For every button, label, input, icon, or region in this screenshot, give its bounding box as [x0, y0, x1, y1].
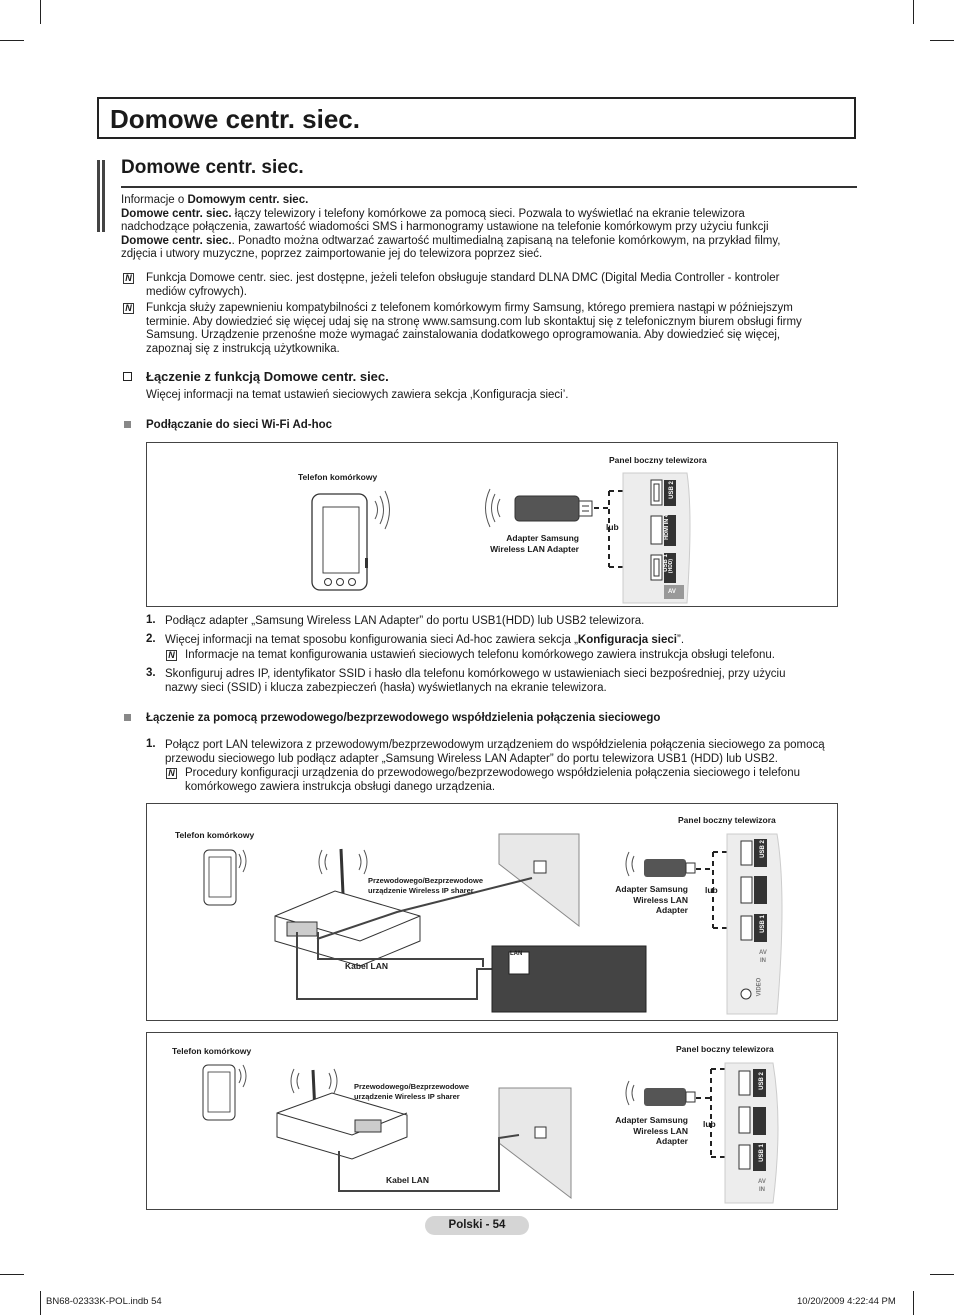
crop-mark — [913, 0, 914, 24]
usb2-port-label: USB 2 — [759, 840, 766, 858]
phone-icon — [204, 850, 236, 905]
adhoc-step-2-note: Informacje na temat konfigurowania ustawień sieciowych telefonu komórkowego zawiera instrukcja obsługi telefonu. — [185, 649, 776, 661]
note-icon: N — [166, 768, 177, 779]
square-bullet-icon — [124, 421, 131, 428]
page-header — [97, 97, 856, 139]
note-icon: N — [166, 650, 177, 661]
sharer-step-1: Połącz port LAN telewizora z przewodowym/bezprzewodowym urządzeniem do współdzielenia połączenia sieciowego za pomocą przewodu sieciowego lub podłącz adapter „Samsung Wireless LAN Adapter” do portu telewizora USB1 (HDD) lub USB2. — [165, 739, 825, 765]
crop-mark — [930, 40, 954, 41]
in-port-label: IN — [759, 1187, 765, 1193]
adhoc-step-3: Skonfiguruj adres IP, identyfikator SSID i hasło dla telefonu komórkowego w ustawieniach sieci bezpośredniej, przy użyciu nazwy sieci (SSID) i klucza zabezpieczeń (hasła) wyświetlanych na ekranie telewizora. — [165, 668, 786, 694]
diagram-adhoc — [146, 442, 838, 607]
footer-file: BN68-02333K-POL.indb 54 — [46, 1296, 162, 1307]
step-number: 1. — [146, 738, 156, 750]
adapter-label: Adapter Samsung Wireless LAN Adapter — [490, 533, 579, 554]
page-number: Polski - 54 — [425, 1216, 529, 1235]
usb1-port-label: USB 1 — [759, 915, 766, 933]
diagram-sharer-wired — [146, 803, 838, 1021]
adhoc-step-2: Więcej informacji na temat sposobu konfigurowania sieci Ad-hoc zawiera sekcja „Konfiguracja sieci”. — [165, 634, 685, 646]
adhoc-step-1: Podłącz adapter „Samsung Wireless LAN Adapter” do portu USB1(HDD) lub USB2 telewizora. — [165, 615, 645, 627]
cable-label: Kabel LAN — [386, 1175, 429, 1185]
wifi-waves-icon — [375, 489, 500, 529]
wlan-adapter-icon — [644, 859, 695, 877]
subsection-info: Więcej informacji na temat ustawień sieciowych zawiera sekcja ‚Konfiguracja sieci’. — [146, 389, 569, 401]
step-number: 3. — [146, 667, 156, 679]
square-bullet-icon — [124, 714, 131, 721]
tv-side-panel — [623, 473, 690, 603]
phone-icon — [203, 1065, 235, 1120]
phone-icon — [312, 494, 368, 590]
crop-mark — [40, 1291, 41, 1315]
crop-mark — [40, 0, 41, 24]
page-title: Domowe centr. siec. — [110, 104, 360, 134]
note-icon: N — [123, 273, 134, 284]
sharer-label: Przewodowego/Bezprzewodowe urządzenie Wireless IP sharer — [368, 876, 484, 895]
section-title: Domowe centr. siec. — [121, 157, 304, 178]
cable-label: Kabel LAN — [345, 961, 388, 971]
usb1-port-label: USB 1 — [662, 554, 669, 572]
note-icon: N — [123, 303, 134, 314]
sharer-heading: Łączenie za pomocą przewodowego/bezprzewodowego współdzielenia połączenia sieciowego — [146, 712, 661, 724]
or-label: lub — [703, 1119, 716, 1129]
or-label: lub — [705, 885, 718, 895]
wlan-adapter-icon — [515, 496, 592, 521]
usb1-port-label: USB 1 — [758, 1144, 765, 1162]
tv-side-panel — [727, 834, 782, 1014]
phone-label: Telefon komórkowy — [298, 472, 378, 482]
hdmi-port-label: HDMI IN 4 — [663, 514, 670, 540]
panel-label: Panel boczny telewizora — [609, 455, 707, 465]
sharer-label: Przewodowego/Bezprzewodowe urządzenie Wireless IP sharer — [354, 1082, 470, 1101]
phone-label: Telefon komórkowy — [172, 1046, 252, 1056]
crop-mark — [0, 40, 24, 41]
intro-paragraph: Informacje o Domowym centr. siec. Domowe centr. siec. łączy telewizory i telefony komórkowe za pomocą sieci. Pozwala to wyświetlać na ekranie telewizora nadchodzące połączenia, zawartość wiadomości SMS i harmonogramy ustawione na telefonie komórkowym przy użyciu funkcji Domowe centr. siec.. Ponadto można odtwarzać zawartość multimedialną zapisaną na telefonie komórkowym, na przykład filmy, zdjęcia i utwory muzyczne, poprzez zaimportowanie jej do telewizora poprzez sieć. — [121, 194, 781, 261]
av-port-label: AV — [759, 950, 767, 956]
panel-label: Panel boczny telewizora — [676, 1044, 774, 1054]
step-number: 1. — [146, 614, 156, 626]
subsection-title: Łączenie z funkcją Domowe centr. siec. — [146, 369, 389, 384]
checkbox-bullet-icon — [123, 372, 132, 381]
note-dlna: Funkcja Domowe centr. siec. jest dostępne, jeżeli telefon obsługuje standard DLNA DMC (Digital Media Controller - kontroler mediów cyfrowych). — [146, 272, 780, 298]
usb2-port-label: USB 2 — [668, 481, 675, 499]
in-port-label: IN — [760, 958, 766, 964]
diagram-sharer-wireless — [146, 1032, 838, 1210]
crop-mark — [0, 1274, 24, 1275]
video-port-label: VIDEO — [756, 977, 763, 997]
adapter-label: Adapter Samsung Wireless LAN Adapter — [615, 1115, 688, 1146]
crop-mark — [930, 1274, 954, 1275]
wlan-adapter-icon — [644, 1088, 695, 1106]
av-port-label: AV — [758, 1179, 766, 1185]
usb2-port-label: USB 2 — [758, 1072, 765, 1090]
hdd-port-label: (HDD) — [668, 558, 675, 574]
panel-label: Panel boczny telewizora — [678, 815, 776, 825]
adhoc-heading: Podłączanie do sieci Wi-Fi Ad-hoc — [146, 419, 333, 431]
lan-port-label: LAN — [510, 951, 523, 957]
phone-label: Telefon komórkowy — [175, 830, 255, 840]
section-rule — [121, 186, 857, 188]
step-number: 2. — [146, 633, 156, 645]
or-label: lub — [606, 522, 619, 532]
sharer-step-1-note: Procedury konfiguracji urządzenia do przewodowego/bezprzewodowego współdzielenia połączenia sieciowego i telefonu komórkowego zawiera instrukcja obsługi danego urządzenia. — [185, 767, 800, 793]
adapter-label: Adapter Samsung Wireless LAN Adapter — [615, 884, 688, 915]
crop-mark — [913, 1291, 914, 1315]
tv-side-panel — [725, 1063, 778, 1203]
note-compatibility: Funkcja służy zapewnieniu kompatybilności z telefonem komórkowym firmy Samsung, którego premiera nastąpi w późniejszym terminie. Aby dowiedzieć się więcej udaj się na stronę www.samsung.com lub skontaktuj się z telefonicznym biurem obsługi firmy Samsung. Urządzenie przenośne może wymagać zainstalowania dodatkowego oprogramowania. Aby dowiedzieć się więcej, zapoznaj się z instrukcją użytkownika. — [146, 302, 802, 355]
av-port-label: AV — [668, 589, 676, 595]
footer-date: 10/20/2009 4:22:44 PM — [797, 1296, 896, 1307]
